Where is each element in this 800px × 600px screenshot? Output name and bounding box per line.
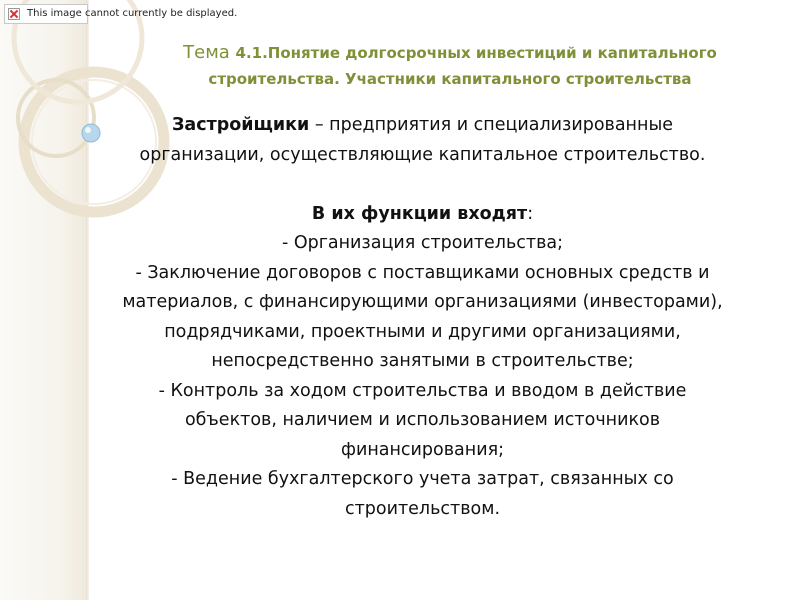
functions-heading: [110, 200, 735, 230]
function-item: - Организация строительства;: [281, 233, 564, 253]
broken-image-text: This image cannot currently be displayed.: [27, 8, 238, 19]
functions-heading-colon: :: [527, 203, 534, 224]
function-item: - Ведение бухгалтерского учета затрат, связанных со строительством.: [171, 469, 674, 519]
intro-bold-term: Застройщики: [171, 115, 310, 135]
function-item: - Контроль за ходом строительства и вводом в действие объектов, наличием и использованием источников финансирования;: [158, 380, 687, 460]
blue-bubble-highlight: [85, 127, 91, 133]
broken-image-icon: [8, 8, 20, 20]
broken-image-placeholder: [4, 4, 238, 24]
slide-title: [130, 40, 770, 92]
function-item: - Заключение договоров с поставщиками основных средств и материалов, с финансирующими организациями (инвесторами), подрядчиками, проектными и другими организациями, непосредственно занятыми в строительстве;: [122, 262, 723, 371]
blue-bubble: [82, 124, 100, 142]
title-main: 4.1.Понятие долгосрочных инвестиций и капитального строительства. Участники капитального строительства: [208, 44, 717, 88]
intro-definition: – предприятия и специализированные организации, осуществляющие капитальное строительство.: [139, 115, 706, 165]
functions-heading-bold: В их функции входят: [311, 203, 528, 224]
slide-body: [110, 111, 735, 524]
title-prefix: Тема: [183, 42, 236, 63]
intro-paragraph: [110, 111, 735, 170]
paragraph-gap: [110, 170, 735, 200]
